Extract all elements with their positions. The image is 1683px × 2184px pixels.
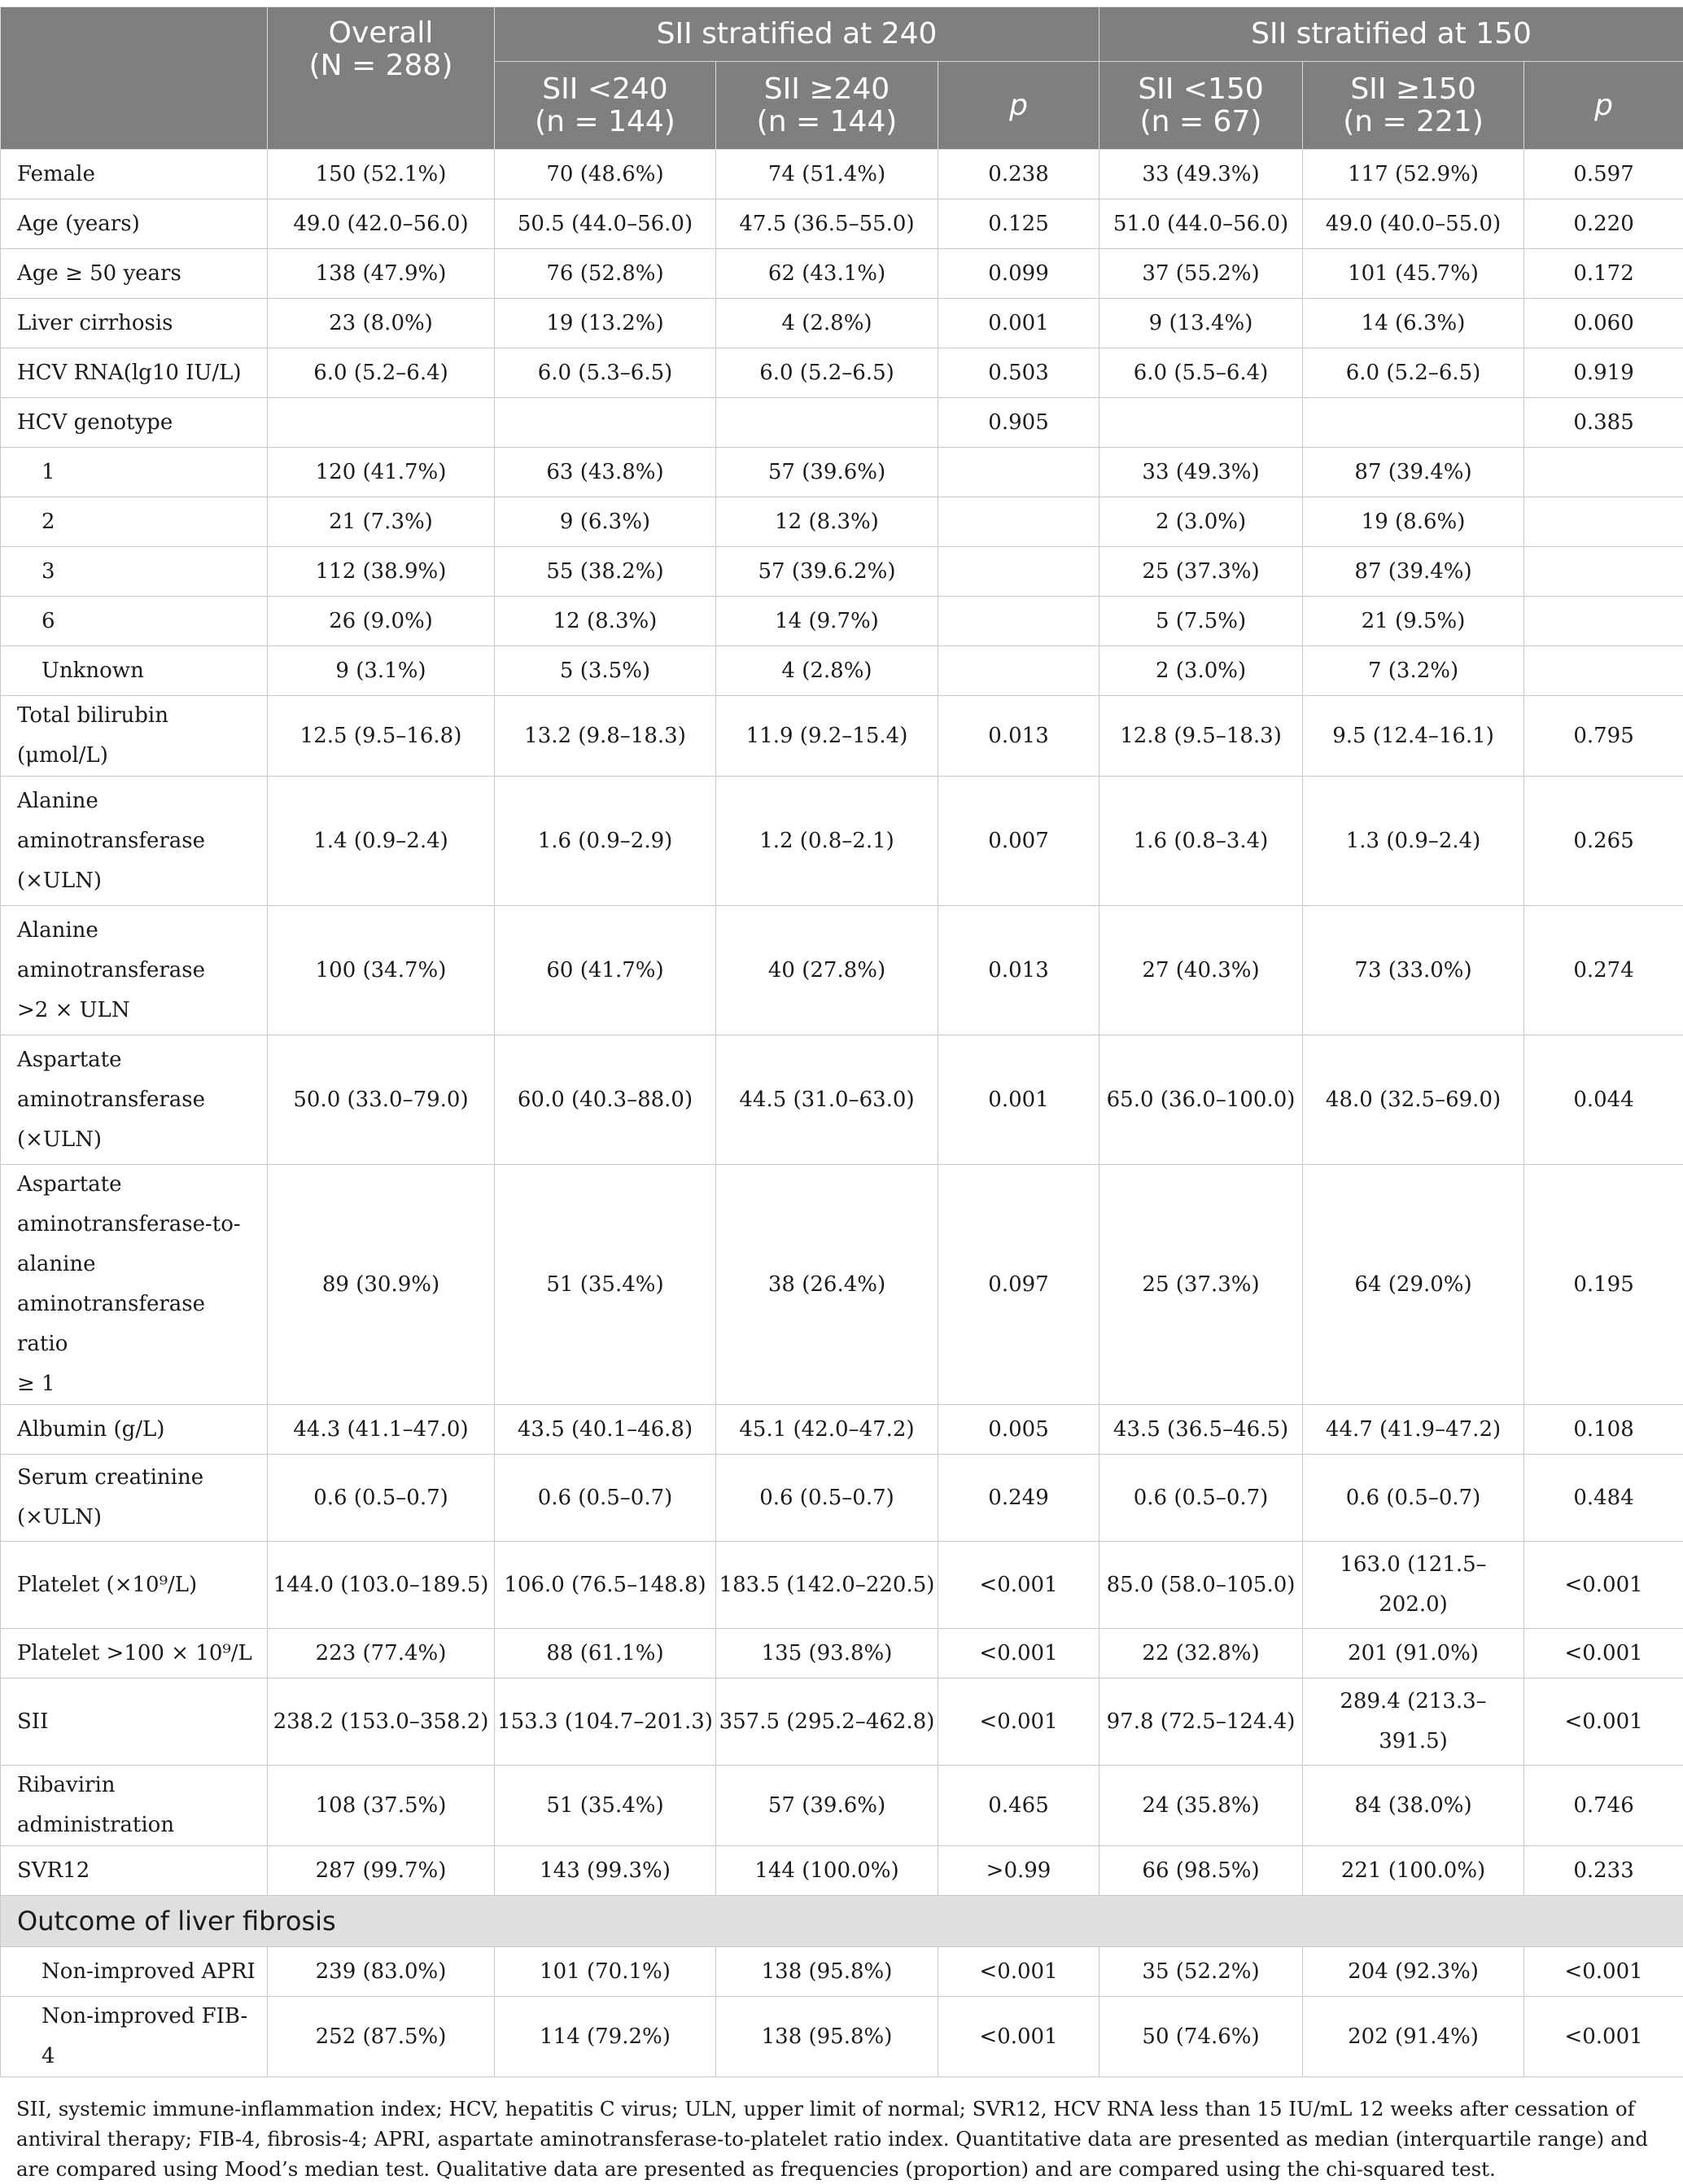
cell-p-150: 0.385 bbox=[1524, 398, 1683, 448]
row-label: Age ≥ 50 years bbox=[1, 249, 268, 299]
table-row bbox=[1, 906, 1683, 1035]
cell-sii-ge150: 204 (92.3%) bbox=[1303, 1947, 1524, 1997]
header-sii-ge150-n: (n = 221) bbox=[1304, 106, 1523, 138]
header-sii-lt240-label: SII <240 bbox=[496, 73, 715, 106]
cell-overall: 120 (41.7%) bbox=[268, 448, 495, 497]
cell-p-150: 0.274 bbox=[1524, 906, 1683, 1035]
cell-sii-ge150: 6.0 (5.2–6.5) bbox=[1303, 348, 1524, 398]
cell-sii-ge150: 87 (39.4%) bbox=[1303, 448, 1524, 497]
cell-sii-ge240: 57 (39.6.2%) bbox=[716, 547, 938, 597]
cell-overall: 0.6 (0.5–0.7) bbox=[268, 1455, 495, 1542]
row-label: 3 bbox=[1, 547, 268, 597]
cell-sii-lt240: 114 (79.2%) bbox=[495, 1997, 716, 2077]
row-label: Non-improved APRI bbox=[1, 1947, 268, 1997]
cell-sii-lt150: 27 (40.3%) bbox=[1099, 906, 1303, 1035]
cell-p-240: 0.005 bbox=[938, 1405, 1099, 1455]
cell-p-150: 0.060 bbox=[1524, 299, 1683, 348]
cell-sii-ge240: 45.1 (42.0–47.2) bbox=[716, 1405, 938, 1455]
cell-p-150: 0.919 bbox=[1524, 348, 1683, 398]
cell-sii-lt240: 9 (6.3%) bbox=[495, 497, 716, 547]
cell-sii-ge240: 4 (2.8%) bbox=[716, 646, 938, 696]
cell-overall: 1.4 (0.9–2.4) bbox=[268, 777, 495, 906]
header-sii-ge150 bbox=[1303, 62, 1524, 150]
cell-sii-ge240: 47.5 (36.5–55.0) bbox=[716, 199, 938, 249]
header-p-150: p bbox=[1524, 62, 1683, 150]
table-row bbox=[1, 1542, 1683, 1629]
cell-sii-ge240: 0.6 (0.5–0.7) bbox=[716, 1455, 938, 1542]
cell-sii-lt150: 65.0 (36.0–100.0) bbox=[1099, 1035, 1303, 1165]
table-row bbox=[1, 150, 1683, 199]
cell-p-240: 0.099 bbox=[938, 249, 1099, 299]
cell-sii-ge150: 7 (3.2%) bbox=[1303, 646, 1524, 696]
header-group-150: SII stratified at 150 bbox=[1099, 7, 1683, 62]
cell-sii-ge150: 201 (91.0%) bbox=[1303, 1629, 1524, 1678]
cell-p-240: 0.125 bbox=[938, 199, 1099, 249]
cell-p-240: <0.001 bbox=[938, 1997, 1099, 2077]
cell-sii-lt150: 25 (37.3%) bbox=[1099, 1165, 1303, 1405]
cell-overall bbox=[268, 398, 495, 448]
cell-sii-lt240: 55 (38.2%) bbox=[495, 547, 716, 597]
cell-sii-ge150: 117 (52.9%) bbox=[1303, 150, 1524, 199]
table-row bbox=[1, 1165, 1683, 1405]
table-row bbox=[1, 299, 1683, 348]
cell-sii-lt150: 97.8 (72.5–124.4) bbox=[1099, 1678, 1303, 1766]
cell-sii-ge240: 57 (39.6%) bbox=[716, 448, 938, 497]
cell-sii-lt150: 51.0 (44.0–56.0) bbox=[1099, 199, 1303, 249]
characteristics-table bbox=[0, 7, 1683, 2077]
cell-sii-ge150: 289.4 (213.3– 391.5) bbox=[1303, 1678, 1524, 1766]
cell-p-150: <0.001 bbox=[1524, 1629, 1683, 1678]
cell-sii-lt240: 1.6 (0.9–2.9) bbox=[495, 777, 716, 906]
cell-p-150 bbox=[1524, 497, 1683, 547]
cell-sii-lt150: 35 (52.2%) bbox=[1099, 1947, 1303, 1997]
cell-overall: 144.0 (103.0–189.5) bbox=[268, 1542, 495, 1629]
table-row bbox=[1, 1846, 1683, 1896]
cell-sii-lt150: 43.5 (36.5–46.5) bbox=[1099, 1405, 1303, 1455]
cell-sii-lt240: 51 (35.4%) bbox=[495, 1766, 716, 1846]
header-sii-lt150-label: SII <150 bbox=[1100, 73, 1301, 106]
header-p-240: p bbox=[938, 62, 1099, 150]
cell-p-240: 0.001 bbox=[938, 1035, 1099, 1165]
cell-overall: 89 (30.9%) bbox=[268, 1165, 495, 1405]
cell-sii-ge240: 138 (95.8%) bbox=[716, 1997, 938, 2077]
cell-overall: 223 (77.4%) bbox=[268, 1629, 495, 1678]
row-label: 6 bbox=[1, 597, 268, 646]
cell-sii-ge240: 38 (26.4%) bbox=[716, 1165, 938, 1405]
header-overall-label: Overall bbox=[269, 17, 493, 50]
row-label: HCV genotype bbox=[1, 398, 268, 448]
row-label: Platelet (×10⁹/L) bbox=[1, 1542, 268, 1629]
table-row bbox=[1, 1629, 1683, 1678]
table-row bbox=[1, 547, 1683, 597]
row-label: 2 bbox=[1, 497, 268, 547]
cell-p-240 bbox=[938, 497, 1099, 547]
cell-p-240: <0.001 bbox=[938, 1629, 1099, 1678]
cell-sii-ge150: 101 (45.7%) bbox=[1303, 249, 1524, 299]
table-row bbox=[1, 448, 1683, 497]
cell-sii-ge240: 12 (8.3%) bbox=[716, 497, 938, 547]
row-label: Non-improved FIB-4 bbox=[1, 1997, 268, 2077]
table-footnote: SII, systemic immune-inflammation index; HCV, hepatitis C virus; ULN, upper limit of normal; SVR12, HCV RNA less than 15 IU/mL 12 weeks after cessation of antiviral therapy; FIB-4, fibrosis-4; APRI, aspartate aminotransferase-to-platelet ratio index. Quantitative data are presented as median (interquartile range) and are compared using Mood’s median test. Qualitative data are presented as frequencies (proportion) and are compared using the chi-squared test. bbox=[0, 2077, 1683, 2184]
row-label: Total bilirubin (μmol/L) bbox=[1, 696, 268, 777]
cell-sii-lt240: 51 (35.4%) bbox=[495, 1165, 716, 1405]
cell-p-150: 0.233 bbox=[1524, 1846, 1683, 1896]
cell-sii-lt240: 63 (43.8%) bbox=[495, 448, 716, 497]
table-row bbox=[1, 1455, 1683, 1542]
cell-sii-lt240: 153.3 (104.7–201.3) bbox=[495, 1678, 716, 1766]
cell-sii-lt240: 76 (52.8%) bbox=[495, 249, 716, 299]
cell-sii-ge240: 57 (39.6%) bbox=[716, 1766, 938, 1846]
cell-sii-lt240 bbox=[495, 398, 716, 448]
cell-sii-lt150: 0.6 (0.5–0.7) bbox=[1099, 1455, 1303, 1542]
cell-sii-ge150 bbox=[1303, 398, 1524, 448]
cell-p-240: 0.238 bbox=[938, 150, 1099, 199]
cell-sii-ge240 bbox=[716, 398, 938, 448]
cell-overall: 239 (83.0%) bbox=[268, 1947, 495, 1997]
cell-sii-ge150: 19 (8.6%) bbox=[1303, 497, 1524, 547]
cell-sii-ge240: 135 (93.8%) bbox=[716, 1629, 938, 1678]
cell-sii-ge240: 74 (51.4%) bbox=[716, 150, 938, 199]
cell-sii-lt150: 24 (35.8%) bbox=[1099, 1766, 1303, 1846]
cell-p-150: 0.044 bbox=[1524, 1035, 1683, 1165]
row-label: SII bbox=[1, 1678, 268, 1766]
cell-p-240 bbox=[938, 646, 1099, 696]
row-label: Alanine aminotransferase >2 × ULN bbox=[1, 906, 268, 1035]
cell-sii-lt150: 5 (7.5%) bbox=[1099, 597, 1303, 646]
cell-overall: 26 (9.0%) bbox=[268, 597, 495, 646]
cell-p-240: <0.001 bbox=[938, 1947, 1099, 1997]
cell-sii-lt150: 33 (49.3%) bbox=[1099, 150, 1303, 199]
row-label: Alanine aminotransferase (×ULN) bbox=[1, 777, 268, 906]
row-label: Aspartate aminotransferase (×ULN) bbox=[1, 1035, 268, 1165]
row-label: Ribavirin administration bbox=[1, 1766, 268, 1846]
row-label: Albumin (g/L) bbox=[1, 1405, 268, 1455]
row-label: Liver cirrhosis bbox=[1, 299, 268, 348]
cell-sii-ge240: 4 (2.8%) bbox=[716, 299, 938, 348]
cell-p-240: 0.503 bbox=[938, 348, 1099, 398]
cell-sii-lt240: 88 (61.1%) bbox=[495, 1629, 716, 1678]
cell-sii-ge240: 138 (95.8%) bbox=[716, 1947, 938, 1997]
cell-overall: 100 (34.7%) bbox=[268, 906, 495, 1035]
row-label: HCV RNA(lg10 IU/L) bbox=[1, 348, 268, 398]
cell-sii-ge240: 1.2 (0.8–2.1) bbox=[716, 777, 938, 906]
cell-p-240: 0.249 bbox=[938, 1455, 1099, 1542]
cell-sii-lt150: 12.8 (9.5–18.3) bbox=[1099, 696, 1303, 777]
cell-sii-ge150: 64 (29.0%) bbox=[1303, 1165, 1524, 1405]
cell-p-240: 0.013 bbox=[938, 906, 1099, 1035]
table-row bbox=[1, 646, 1683, 696]
cell-p-150: <0.001 bbox=[1524, 1997, 1683, 2077]
cell-overall: 50.0 (33.0–79.0) bbox=[268, 1035, 495, 1165]
cell-p-240: 0.007 bbox=[938, 777, 1099, 906]
header-sii-ge150-label: SII ≥150 bbox=[1304, 73, 1523, 106]
row-label: Unknown bbox=[1, 646, 268, 696]
cell-p-150: 0.172 bbox=[1524, 249, 1683, 299]
header-group-240: SII stratified at 240 bbox=[495, 7, 1099, 62]
cell-sii-ge240: 183.5 (142.0–220.5) bbox=[716, 1542, 938, 1629]
cell-p-240: 0.905 bbox=[938, 398, 1099, 448]
table-row bbox=[1, 1947, 1683, 1997]
cell-p-150: <0.001 bbox=[1524, 1678, 1683, 1766]
cell-overall: 112 (38.9%) bbox=[268, 547, 495, 597]
cell-sii-ge150: 73 (33.0%) bbox=[1303, 906, 1524, 1035]
header-row-1 bbox=[1, 7, 1683, 62]
cell-p-240: <0.001 bbox=[938, 1678, 1099, 1766]
cell-sii-lt240: 143 (99.3%) bbox=[495, 1846, 716, 1896]
cell-overall: 44.3 (41.1–47.0) bbox=[268, 1405, 495, 1455]
header-sii-ge240 bbox=[716, 62, 938, 150]
cell-sii-ge150: 49.0 (40.0–55.0) bbox=[1303, 199, 1524, 249]
cell-sii-lt240: 70 (48.6%) bbox=[495, 150, 716, 199]
cell-sii-lt150: 22 (32.8%) bbox=[1099, 1629, 1303, 1678]
row-label: Female bbox=[1, 150, 268, 199]
cell-sii-ge240: 62 (43.1%) bbox=[716, 249, 938, 299]
cell-sii-ge150: 84 (38.0%) bbox=[1303, 1766, 1524, 1846]
cell-sii-lt150: 66 (98.5%) bbox=[1099, 1846, 1303, 1896]
cell-overall: 9 (3.1%) bbox=[268, 646, 495, 696]
cell-overall: 252 (87.5%) bbox=[268, 1997, 495, 2077]
cell-p-150: 0.597 bbox=[1524, 150, 1683, 199]
cell-p-240: >0.99 bbox=[938, 1846, 1099, 1896]
header-sii-lt240-n: (n = 144) bbox=[496, 106, 715, 138]
table-row bbox=[1, 1035, 1683, 1165]
table-body bbox=[1, 150, 1683, 2077]
cell-p-240: <0.001 bbox=[938, 1542, 1099, 1629]
table-row bbox=[1, 199, 1683, 249]
header-overall-n: (N = 288) bbox=[269, 50, 493, 82]
section-title: Outcome of liver fibrosis bbox=[1, 1896, 1683, 1947]
cell-sii-lt240: 50.5 (44.0–56.0) bbox=[495, 199, 716, 249]
header-overall bbox=[268, 7, 495, 150]
header-sii-lt150-n: (n = 67) bbox=[1100, 106, 1301, 138]
cell-sii-lt150 bbox=[1099, 398, 1303, 448]
header-sii-ge240-n: (n = 144) bbox=[717, 106, 937, 138]
cell-sii-ge240: 6.0 (5.2–6.5) bbox=[716, 348, 938, 398]
cell-sii-lt240: 0.6 (0.5–0.7) bbox=[495, 1455, 716, 1542]
table-row bbox=[1, 348, 1683, 398]
cell-p-240 bbox=[938, 547, 1099, 597]
header-sii-lt240 bbox=[495, 62, 716, 150]
cell-sii-lt240: 13.2 (9.8–18.3) bbox=[495, 696, 716, 777]
cell-sii-lt150: 85.0 (58.0–105.0) bbox=[1099, 1542, 1303, 1629]
table-row bbox=[1, 597, 1683, 646]
cell-sii-lt150: 33 (49.3%) bbox=[1099, 448, 1303, 497]
cell-p-240: 0.001 bbox=[938, 299, 1099, 348]
section-header-row bbox=[1, 1896, 1683, 1947]
row-label: Age (years) bbox=[1, 199, 268, 249]
cell-sii-lt150: 9 (13.4%) bbox=[1099, 299, 1303, 348]
cell-sii-ge240: 14 (9.7%) bbox=[716, 597, 938, 646]
cell-sii-lt240: 43.5 (40.1–46.8) bbox=[495, 1405, 716, 1455]
table-row bbox=[1, 1678, 1683, 1766]
cell-sii-lt240: 60.0 (40.3–88.0) bbox=[495, 1035, 716, 1165]
cell-sii-ge150: 1.3 (0.9–2.4) bbox=[1303, 777, 1524, 906]
cell-sii-ge150: 14 (6.3%) bbox=[1303, 299, 1524, 348]
cell-overall: 138 (47.9%) bbox=[268, 249, 495, 299]
cell-sii-ge150: 21 (9.5%) bbox=[1303, 597, 1524, 646]
cell-sii-lt150: 25 (37.3%) bbox=[1099, 547, 1303, 597]
cell-sii-ge240: 44.5 (31.0–63.0) bbox=[716, 1035, 938, 1165]
cell-sii-ge240: 144 (100.0%) bbox=[716, 1846, 938, 1896]
table-row bbox=[1, 777, 1683, 906]
cell-sii-lt240: 6.0 (5.3–6.5) bbox=[495, 348, 716, 398]
cell-sii-lt240: 12 (8.3%) bbox=[495, 597, 716, 646]
table-row bbox=[1, 696, 1683, 777]
cell-sii-lt240: 19 (13.2%) bbox=[495, 299, 716, 348]
cell-sii-ge150: 0.6 (0.5–0.7) bbox=[1303, 1455, 1524, 1542]
cell-overall: 49.0 (42.0–56.0) bbox=[268, 199, 495, 249]
cell-p-150: 0.795 bbox=[1524, 696, 1683, 777]
cell-p-150 bbox=[1524, 448, 1683, 497]
cell-overall: 150 (52.1%) bbox=[268, 150, 495, 199]
cell-sii-lt240: 101 (70.1%) bbox=[495, 1947, 716, 1997]
cell-p-150 bbox=[1524, 547, 1683, 597]
cell-overall: 6.0 (5.2–6.4) bbox=[268, 348, 495, 398]
cell-p-150 bbox=[1524, 646, 1683, 696]
cell-overall: 23 (8.0%) bbox=[268, 299, 495, 348]
cell-p-150: 0.265 bbox=[1524, 777, 1683, 906]
cell-sii-ge150: 202 (91.4%) bbox=[1303, 1997, 1524, 2077]
cell-sii-ge240: 11.9 (9.2–15.4) bbox=[716, 696, 938, 777]
row-label: SVR12 bbox=[1, 1846, 268, 1896]
row-label: 1 bbox=[1, 448, 268, 497]
cell-sii-lt150: 2 (3.0%) bbox=[1099, 497, 1303, 547]
cell-sii-lt150: 1.6 (0.8–3.4) bbox=[1099, 777, 1303, 906]
cell-sii-ge150: 48.0 (32.5–69.0) bbox=[1303, 1035, 1524, 1165]
cell-p-240: 0.465 bbox=[938, 1766, 1099, 1846]
cell-sii-lt150: 37 (55.2%) bbox=[1099, 249, 1303, 299]
row-label: Serum creatinine (×ULN) bbox=[1, 1455, 268, 1542]
table-row bbox=[1, 249, 1683, 299]
cell-p-150: <0.001 bbox=[1524, 1542, 1683, 1629]
table-row bbox=[1, 1766, 1683, 1846]
cell-sii-ge150: 44.7 (41.9–47.2) bbox=[1303, 1405, 1524, 1455]
cell-p-150: 0.484 bbox=[1524, 1455, 1683, 1542]
header-sii-lt150 bbox=[1099, 62, 1303, 150]
cell-p-240: 0.097 bbox=[938, 1165, 1099, 1405]
cell-p-240 bbox=[938, 597, 1099, 646]
cell-p-150: 0.220 bbox=[1524, 199, 1683, 249]
cell-overall: 287 (99.7%) bbox=[268, 1846, 495, 1896]
table-container bbox=[0, 7, 1683, 2184]
cell-overall: 21 (7.3%) bbox=[268, 497, 495, 547]
cell-p-240 bbox=[938, 448, 1099, 497]
table-row bbox=[1, 1405, 1683, 1455]
cell-sii-lt240: 5 (3.5%) bbox=[495, 646, 716, 696]
cell-sii-ge150: 9.5 (12.4–16.1) bbox=[1303, 696, 1524, 777]
row-label: Aspartate aminotransferase-to-alanine aminotransferase ratio ≥ 1 bbox=[1, 1165, 268, 1405]
header-sii-ge240-label: SII ≥240 bbox=[717, 73, 937, 106]
table-row bbox=[1, 1997, 1683, 2077]
cell-overall: 108 (37.5%) bbox=[268, 1766, 495, 1846]
cell-sii-lt150: 2 (3.0%) bbox=[1099, 646, 1303, 696]
cell-p-240: 0.013 bbox=[938, 696, 1099, 777]
cell-sii-ge150: 163.0 (121.5– 202.0) bbox=[1303, 1542, 1524, 1629]
cell-p-150: 0.195 bbox=[1524, 1165, 1683, 1405]
cell-sii-ge150: 221 (100.0%) bbox=[1303, 1846, 1524, 1896]
cell-p-150: 0.108 bbox=[1524, 1405, 1683, 1455]
cell-sii-lt150: 50 (74.6%) bbox=[1099, 1997, 1303, 2077]
table-row bbox=[1, 497, 1683, 547]
cell-sii-ge150: 87 (39.4%) bbox=[1303, 547, 1524, 597]
header-blank bbox=[1, 7, 268, 150]
cell-p-150 bbox=[1524, 597, 1683, 646]
row-label: Platelet >100 × 10⁹/L bbox=[1, 1629, 268, 1678]
table-row bbox=[1, 398, 1683, 448]
cell-sii-lt240: 106.0 (76.5–148.8) bbox=[495, 1542, 716, 1629]
cell-sii-ge240: 357.5 (295.2–462.8) bbox=[716, 1678, 938, 1766]
cell-overall: 12.5 (9.5–16.8) bbox=[268, 696, 495, 777]
cell-sii-lt240: 60 (41.7%) bbox=[495, 906, 716, 1035]
cell-overall: 238.2 (153.0–358.2) bbox=[268, 1678, 495, 1766]
cell-sii-ge240: 40 (27.8%) bbox=[716, 906, 938, 1035]
cell-sii-lt150: 6.0 (5.5–6.4) bbox=[1099, 348, 1303, 398]
cell-p-150: <0.001 bbox=[1524, 1947, 1683, 1997]
cell-p-150: 0.746 bbox=[1524, 1766, 1683, 1846]
